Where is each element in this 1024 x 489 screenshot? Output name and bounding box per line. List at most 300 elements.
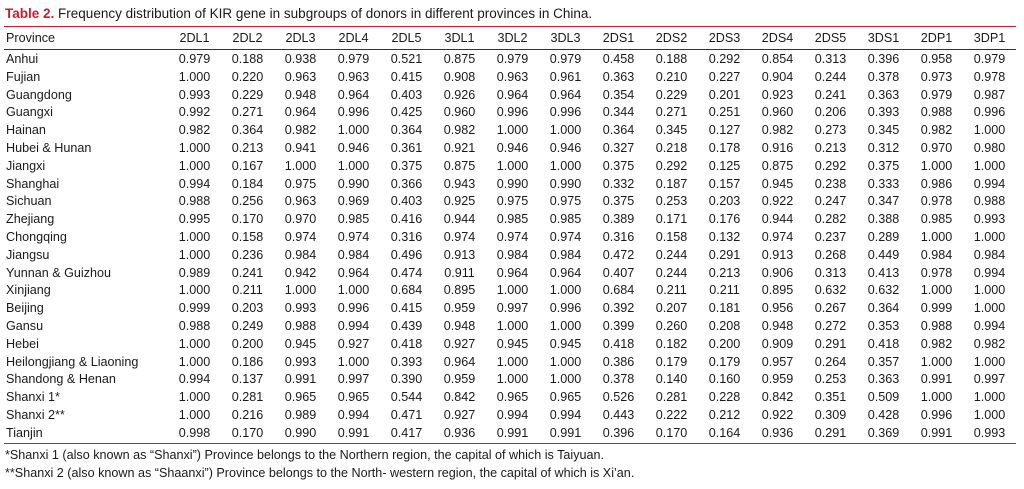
column-header-2ds5: 2DS5 [814, 31, 847, 45]
frequency-cell: 0.964 [337, 87, 370, 102]
frequency-cell: 0.948 [284, 87, 317, 102]
frequency-cell: 1.000 [178, 69, 211, 84]
frequency-cell: 0.956 [761, 301, 794, 316]
frequency-cell: 0.237 [814, 229, 847, 244]
frequency-cell: 0.211 [656, 283, 687, 298]
frequency-cell: 0.418 [602, 336, 635, 351]
frequency-cell: 0.388 [867, 212, 900, 227]
frequency-cell: 0.396 [867, 52, 900, 66]
frequency-cell: 0.428 [867, 407, 900, 422]
frequency-cell: 0.247 [814, 194, 847, 209]
frequency-cell: 0.948 [443, 318, 476, 333]
frequency-cell: 0.970 [284, 212, 317, 227]
frequency-cell: 0.987 [973, 87, 1006, 102]
frequency-cell: 0.354 [602, 87, 635, 102]
column-header-2ds3: 2DS3 [708, 31, 741, 45]
frequency-cell: 0.216 [231, 407, 264, 422]
province-cell: Shanghai [6, 176, 60, 191]
frequency-cell: 0.213 [708, 265, 741, 280]
frequency-cell: 0.271 [655, 105, 688, 120]
frequency-cell: 0.289 [867, 229, 900, 244]
frequency-cell: 0.220 [231, 69, 264, 84]
frequency-cell: 0.253 [814, 372, 847, 387]
frequency-cell: 1.000 [549, 318, 582, 333]
frequency-cell: 0.332 [602, 176, 635, 191]
frequency-cell: 0.964 [549, 87, 582, 102]
frequency-cell: 0.375 [867, 158, 900, 173]
frequency-cell: 1.000 [549, 372, 582, 387]
frequency-cell: 0.913 [443, 247, 476, 262]
frequency-cell: 0.178 [708, 140, 741, 155]
province-cell: Fujian [6, 69, 41, 84]
frequency-cell: 0.345 [655, 123, 688, 138]
frequency-cell: 1.000 [973, 123, 1006, 138]
frequency-cell: 0.998 [178, 425, 211, 440]
frequency-cell: 0.982 [920, 336, 953, 351]
column-header-2dl4: 2DL4 [338, 31, 369, 45]
province-cell: Hebei [6, 336, 39, 351]
frequency-cell: 0.944 [761, 212, 794, 227]
frequency-cell: 0.994 [337, 318, 370, 333]
frequency-cell: 0.986 [920, 176, 953, 191]
table-row [4, 69, 1016, 87]
frequency-cell: 0.186 [231, 354, 264, 369]
column-header-2ds4: 2DS4 [761, 31, 794, 45]
frequency-cell: 0.923 [761, 87, 794, 102]
frequency-cell: 0.364 [390, 123, 423, 138]
frequency-cell: 0.228 [708, 390, 741, 405]
frequency-cell: 0.906 [761, 265, 794, 280]
frequency-cell: 0.179 [708, 354, 741, 369]
frequency-cell: 0.992 [178, 105, 211, 120]
frequency-cell: 0.974 [496, 229, 529, 244]
frequency-cell: 0.965 [496, 390, 529, 405]
frequency-cell: 0.229 [655, 87, 688, 102]
frequency-cell: 0.182 [655, 336, 688, 351]
frequency-cell: 0.989 [178, 265, 211, 280]
frequency-cell: 0.984 [549, 247, 582, 262]
frequency-cell: 0.632 [814, 283, 847, 298]
frequency-cell: 0.964 [549, 265, 582, 280]
table-row [4, 336, 1016, 354]
frequency-cell: 0.974 [443, 229, 476, 244]
frequency-cell: 0.904 [761, 69, 794, 84]
province-cell: Hubei & Hunan [6, 140, 92, 155]
province-cell: Chongqing [6, 229, 67, 244]
frequency-cell: 0.375 [602, 158, 635, 173]
column-header-3ds1: 3DS1 [867, 31, 900, 45]
frequency-cell: 0.926 [443, 87, 476, 102]
province-cell: Gansu [6, 318, 44, 333]
table-header-row [4, 27, 1016, 49]
frequency-cell: 0.990 [284, 425, 317, 440]
frequency-cell: 1.000 [337, 283, 370, 298]
frequency-cell: 0.922 [761, 194, 794, 209]
frequency-cell: 0.995 [178, 212, 211, 227]
frequency-cell: 1.000 [178, 158, 211, 173]
frequency-cell: 0.363 [867, 87, 900, 102]
frequency-cell: 0.496 [390, 247, 423, 262]
frequency-cell: 1.000 [496, 354, 529, 369]
frequency-cell: 0.227 [708, 69, 741, 84]
frequency-cell: 0.993 [178, 87, 211, 102]
frequency-cell: 0.249 [231, 318, 264, 333]
frequency-cell: 0.979 [973, 52, 1006, 66]
frequency-cell: 0.990 [549, 176, 582, 191]
frequency-cell: 0.291 [814, 425, 847, 440]
frequency-cell: 0.842 [761, 390, 794, 405]
frequency-cell: 0.909 [761, 336, 794, 351]
frequency-cell: 0.988 [973, 194, 1006, 209]
frequency-cell: 0.945 [496, 336, 529, 351]
frequency-cell: 0.267 [814, 301, 847, 316]
frequency-cell: 0.948 [761, 318, 794, 333]
frequency-cell: 0.364 [231, 123, 264, 138]
frequency-cell: 0.399 [602, 318, 635, 333]
frequency-cell: 0.985 [337, 212, 370, 227]
frequency-cell: 1.000 [178, 140, 211, 155]
frequency-cell: 0.684 [390, 283, 423, 298]
frequency-cell: 0.164 [708, 425, 741, 440]
frequency-cell: 0.927 [443, 407, 476, 422]
frequency-cell: 0.990 [496, 176, 529, 191]
frequency-cell: 0.842 [443, 390, 476, 405]
frequency-cell: 0.913 [761, 247, 794, 262]
table-row [4, 282, 1016, 300]
frequency-cell: 0.993 [284, 354, 317, 369]
frequency-cell: 1.000 [973, 229, 1006, 244]
frequency-cell: 0.978 [920, 265, 953, 280]
frequency-cell: 0.316 [390, 229, 423, 244]
frequency-cell: 0.201 [708, 87, 741, 102]
frequency-cell: 0.982 [973, 336, 1006, 351]
frequency-cell: 0.207 [655, 301, 688, 316]
frequency-cell: 1.000 [920, 229, 953, 244]
province-cell: Tianjin [6, 425, 43, 440]
frequency-cell: 0.895 [443, 283, 476, 298]
province-cell: Shanxi 2** [6, 407, 65, 422]
province-cell: Yunnan & Guizhou [6, 265, 112, 280]
frequency-cell: 0.160 [708, 372, 741, 387]
frequency-cell: 0.140 [655, 372, 688, 387]
frequency-cell: 0.945 [284, 336, 317, 351]
province-cell: Anhui [6, 52, 39, 66]
frequency-cell: 0.206 [814, 105, 847, 120]
frequency-cell: 1.000 [284, 283, 317, 298]
frequency-cell: 0.979 [920, 87, 953, 102]
table-row [4, 354, 1016, 372]
frequency-cell: 0.996 [549, 105, 582, 120]
frequency-cell: 0.963 [284, 194, 317, 209]
frequency-cell: 0.363 [867, 372, 900, 387]
frequency-cell: 0.958 [920, 52, 953, 66]
frequency-cell: 0.351 [814, 390, 847, 405]
table-row [4, 140, 1016, 158]
frequency-cell: 0.969 [337, 194, 370, 209]
frequency-cell: 0.963 [496, 69, 529, 84]
frequency-cell: 0.916 [761, 140, 794, 155]
frequency-cell: 0.999 [178, 301, 211, 316]
frequency-cell: 0.991 [549, 425, 582, 440]
frequency-cell: 0.211 [232, 283, 263, 298]
frequency-cell: 0.895 [761, 283, 794, 298]
frequency-cell: 0.975 [496, 194, 529, 209]
frequency-cell: 0.984 [284, 247, 317, 262]
frequency-cell: 1.000 [178, 407, 211, 422]
frequency-cell: 0.632 [867, 283, 900, 298]
frequency-cell: 1.000 [920, 283, 953, 298]
frequency-cell: 0.946 [337, 140, 370, 155]
frequency-cell: 0.218 [655, 140, 688, 155]
table-row [4, 104, 1016, 122]
frequency-cell: 0.988 [920, 105, 953, 120]
frequency-cell: 0.989 [284, 407, 317, 422]
frequency-cell: 0.292 [814, 158, 847, 173]
frequency-cell: 0.994 [178, 372, 211, 387]
column-header-2dl5: 2DL5 [391, 31, 422, 45]
frequency-cell: 0.982 [920, 123, 953, 138]
frequency-cell: 0.982 [178, 123, 211, 138]
frequency-cell: 0.158 [231, 229, 264, 244]
frequency-cell: 1.000 [178, 247, 211, 262]
frequency-cell: 0.291 [814, 336, 847, 351]
frequency-cell: 0.327 [602, 140, 635, 155]
province-cell: Zhejiang [6, 212, 55, 227]
frequency-cell: 0.875 [443, 158, 476, 173]
frequency-cell: 0.188 [655, 52, 688, 66]
frequency-cell: 0.988 [284, 318, 317, 333]
column-header-2ds1: 2DS1 [602, 31, 635, 45]
frequency-cell: 0.425 [390, 105, 423, 120]
frequency-cell: 0.229 [231, 87, 264, 102]
frequency-cell: 0.964 [496, 265, 529, 280]
table-row [4, 87, 1016, 105]
frequency-cell: 0.416 [390, 212, 423, 227]
frequency-cell: 0.471 [390, 407, 423, 422]
frequency-cell: 0.137 [231, 372, 264, 387]
frequency-cell: 0.988 [920, 318, 953, 333]
table-row [4, 318, 1016, 336]
frequency-cell: 1.000 [920, 354, 953, 369]
frequency-cell: 0.390 [390, 372, 423, 387]
frequency-cell: 0.936 [443, 425, 476, 440]
frequency-cell: 1.000 [549, 354, 582, 369]
frequency-cell: 0.993 [284, 301, 317, 316]
table-row [4, 389, 1016, 407]
frequency-cell: 0.264 [814, 354, 847, 369]
frequency-cell: 0.985 [920, 212, 953, 227]
frequency-cell: 0.984 [496, 247, 529, 262]
frequency-cell: 1.000 [496, 372, 529, 387]
frequency-cell: 0.415 [390, 301, 423, 316]
frequency-cell: 0.291 [708, 247, 741, 262]
frequency-cell: 0.994 [973, 265, 1006, 280]
frequency-cell: 0.990 [337, 176, 370, 191]
frequency-cell: 0.184 [231, 176, 264, 191]
frequency-cell: 0.203 [708, 194, 741, 209]
table-caption-label: Table 2. [5, 6, 55, 21]
column-header-2dp1: 2DP1 [920, 31, 953, 45]
frequency-cell: 0.188 [231, 52, 264, 66]
frequency-cell: 0.200 [231, 336, 264, 351]
frequency-cell: 0.238 [814, 176, 847, 191]
frequency-cell: 0.961 [549, 69, 582, 84]
frequency-cell: 0.157 [708, 176, 741, 191]
frequency-cell: 0.333 [867, 176, 900, 191]
table-row [4, 300, 1016, 318]
frequency-cell: 0.213 [231, 140, 264, 155]
frequency-cell: 0.973 [920, 69, 953, 84]
frequency-cell: 0.965 [337, 390, 370, 405]
frequency-cell: 0.472 [602, 247, 635, 262]
frequency-cell: 0.946 [496, 140, 529, 155]
frequency-cell: 0.260 [655, 318, 688, 333]
frequency-cell: 0.875 [443, 52, 476, 66]
frequency-cell: 1.000 [973, 283, 1006, 298]
column-header-2ds2: 2DS2 [655, 31, 688, 45]
frequency-cell: 1.000 [178, 336, 211, 351]
frequency-cell: 0.988 [178, 194, 211, 209]
frequency-cell: 0.281 [231, 390, 264, 405]
frequency-cell: 0.978 [973, 69, 1006, 84]
frequency-cell: 1.000 [496, 318, 529, 333]
column-header-3dl1: 3DL1 [444, 31, 475, 45]
frequency-cell: 0.281 [655, 390, 688, 405]
frequency-cell: 0.316 [602, 229, 635, 244]
frequency-cell: 0.253 [655, 194, 688, 209]
frequency-cell: 0.997 [973, 372, 1006, 387]
frequency-cell: 0.936 [761, 425, 794, 440]
frequency-cell: 0.996 [920, 407, 953, 422]
frequency-cell: 0.946 [549, 140, 582, 155]
frequency-cell: 0.292 [708, 52, 741, 66]
frequency-cell: 0.241 [814, 87, 847, 102]
frequency-table [4, 27, 1016, 443]
frequency-cell: 0.415 [390, 69, 423, 84]
frequency-cell: 0.170 [655, 425, 688, 440]
column-header-3dl2: 3DL2 [497, 31, 528, 45]
frequency-cell: 0.964 [337, 265, 370, 280]
frequency-cell: 0.979 [549, 52, 582, 66]
frequency-cell: 0.187 [655, 176, 688, 191]
frequency-cell: 0.975 [549, 194, 582, 209]
table-row [4, 407, 1016, 425]
frequency-cell: 1.000 [178, 354, 211, 369]
table-footnotes [4, 446, 1016, 482]
frequency-cell: 0.970 [920, 140, 953, 155]
table-figure [4, 4, 1016, 482]
column-header-3dp1: 3DP1 [973, 31, 1006, 45]
frequency-cell: 0.176 [708, 212, 741, 227]
frequency-cell: 0.369 [867, 425, 900, 440]
frequency-cell: 0.256 [231, 194, 264, 209]
frequency-cell: 1.000 [337, 354, 370, 369]
table-body [4, 50, 1016, 443]
province-cell: Guangxi [6, 105, 53, 120]
frequency-cell: 0.985 [549, 212, 582, 227]
frequency-cell: 0.292 [655, 158, 688, 173]
frequency-cell: 0.407 [602, 265, 635, 280]
frequency-cell: 0.474 [390, 265, 423, 280]
frequency-cell: 0.544 [390, 390, 423, 405]
frequency-cell: 0.392 [602, 301, 635, 316]
frequency-cell: 0.911 [444, 265, 475, 280]
frequency-cell: 0.960 [443, 105, 476, 120]
frequency-cell: 0.996 [337, 105, 370, 120]
frequency-cell: 1.000 [973, 407, 1006, 422]
frequency-cell: 0.991 [337, 425, 370, 440]
frequency-cell: 0.941 [284, 140, 317, 155]
frequency-cell: 0.521 [390, 52, 423, 66]
footnote-shanxi-2: **Shanxi 2 (also known as “Shaanxi”) Province belongs to the North- western region, the capital of which is Xi’an. [5, 465, 635, 480]
frequency-cell: 0.997 [496, 301, 529, 316]
frequency-cell: 0.957 [761, 354, 794, 369]
frequency-cell: 1.000 [920, 390, 953, 405]
table-row [4, 211, 1016, 229]
frequency-cell: 0.413 [867, 265, 900, 280]
frequency-cell: 0.945 [549, 336, 582, 351]
frequency-cell: 0.167 [231, 158, 264, 173]
frequency-cell: 0.979 [178, 52, 211, 66]
province-cell: Xinjiang [6, 283, 51, 298]
frequency-cell: 0.357 [867, 354, 900, 369]
frequency-cell: 0.996 [337, 301, 370, 316]
frequency-cell: 0.994 [178, 176, 211, 191]
frequency-cell: 0.922 [761, 407, 794, 422]
frequency-cell: 0.158 [655, 229, 688, 244]
frequency-cell: 0.179 [655, 354, 688, 369]
frequency-cell: 0.974 [549, 229, 582, 244]
frequency-cell: 0.944 [443, 212, 476, 227]
frequency-cell: 1.000 [973, 158, 1006, 173]
table-row [4, 122, 1016, 140]
frequency-cell: 0.985 [496, 212, 529, 227]
frequency-cell: 0.963 [284, 69, 317, 84]
table-row [4, 247, 1016, 265]
table-row [4, 158, 1016, 176]
frequency-cell: 1.000 [920, 158, 953, 173]
table-row [4, 176, 1016, 194]
frequency-cell: 0.994 [549, 407, 582, 422]
province-cell: Sichuan [6, 194, 52, 209]
table-bottom-rule [4, 443, 1016, 444]
frequency-cell: 0.991 [920, 425, 953, 440]
frequency-cell: 1.000 [973, 301, 1006, 316]
table-row [4, 193, 1016, 211]
frequency-cell: 0.965 [284, 390, 317, 405]
frequency-cell: 0.960 [761, 105, 794, 120]
province-cell: Beijing [6, 301, 44, 316]
frequency-cell: 0.964 [443, 354, 476, 369]
column-header-2dl3: 2DL3 [285, 31, 316, 45]
frequency-cell: 0.991 [920, 372, 953, 387]
frequency-cell: 0.236 [231, 247, 264, 262]
frequency-cell: 0.980 [973, 140, 1006, 155]
frequency-cell: 1.000 [973, 390, 1006, 405]
frequency-cell: 0.963 [337, 69, 370, 84]
frequency-cell: 0.875 [761, 158, 794, 173]
table-caption [4, 4, 1016, 26]
frequency-cell: 1.000 [549, 123, 582, 138]
frequency-cell: 0.344 [602, 105, 635, 120]
frequency-cell: 0.244 [655, 247, 688, 262]
frequency-cell: 1.000 [178, 229, 211, 244]
frequency-cell: 0.984 [973, 247, 1006, 262]
table-row [4, 265, 1016, 283]
frequency-cell: 0.974 [761, 229, 794, 244]
frequency-cell: 0.282 [814, 212, 847, 227]
frequency-cell: 0.993 [973, 425, 1006, 440]
